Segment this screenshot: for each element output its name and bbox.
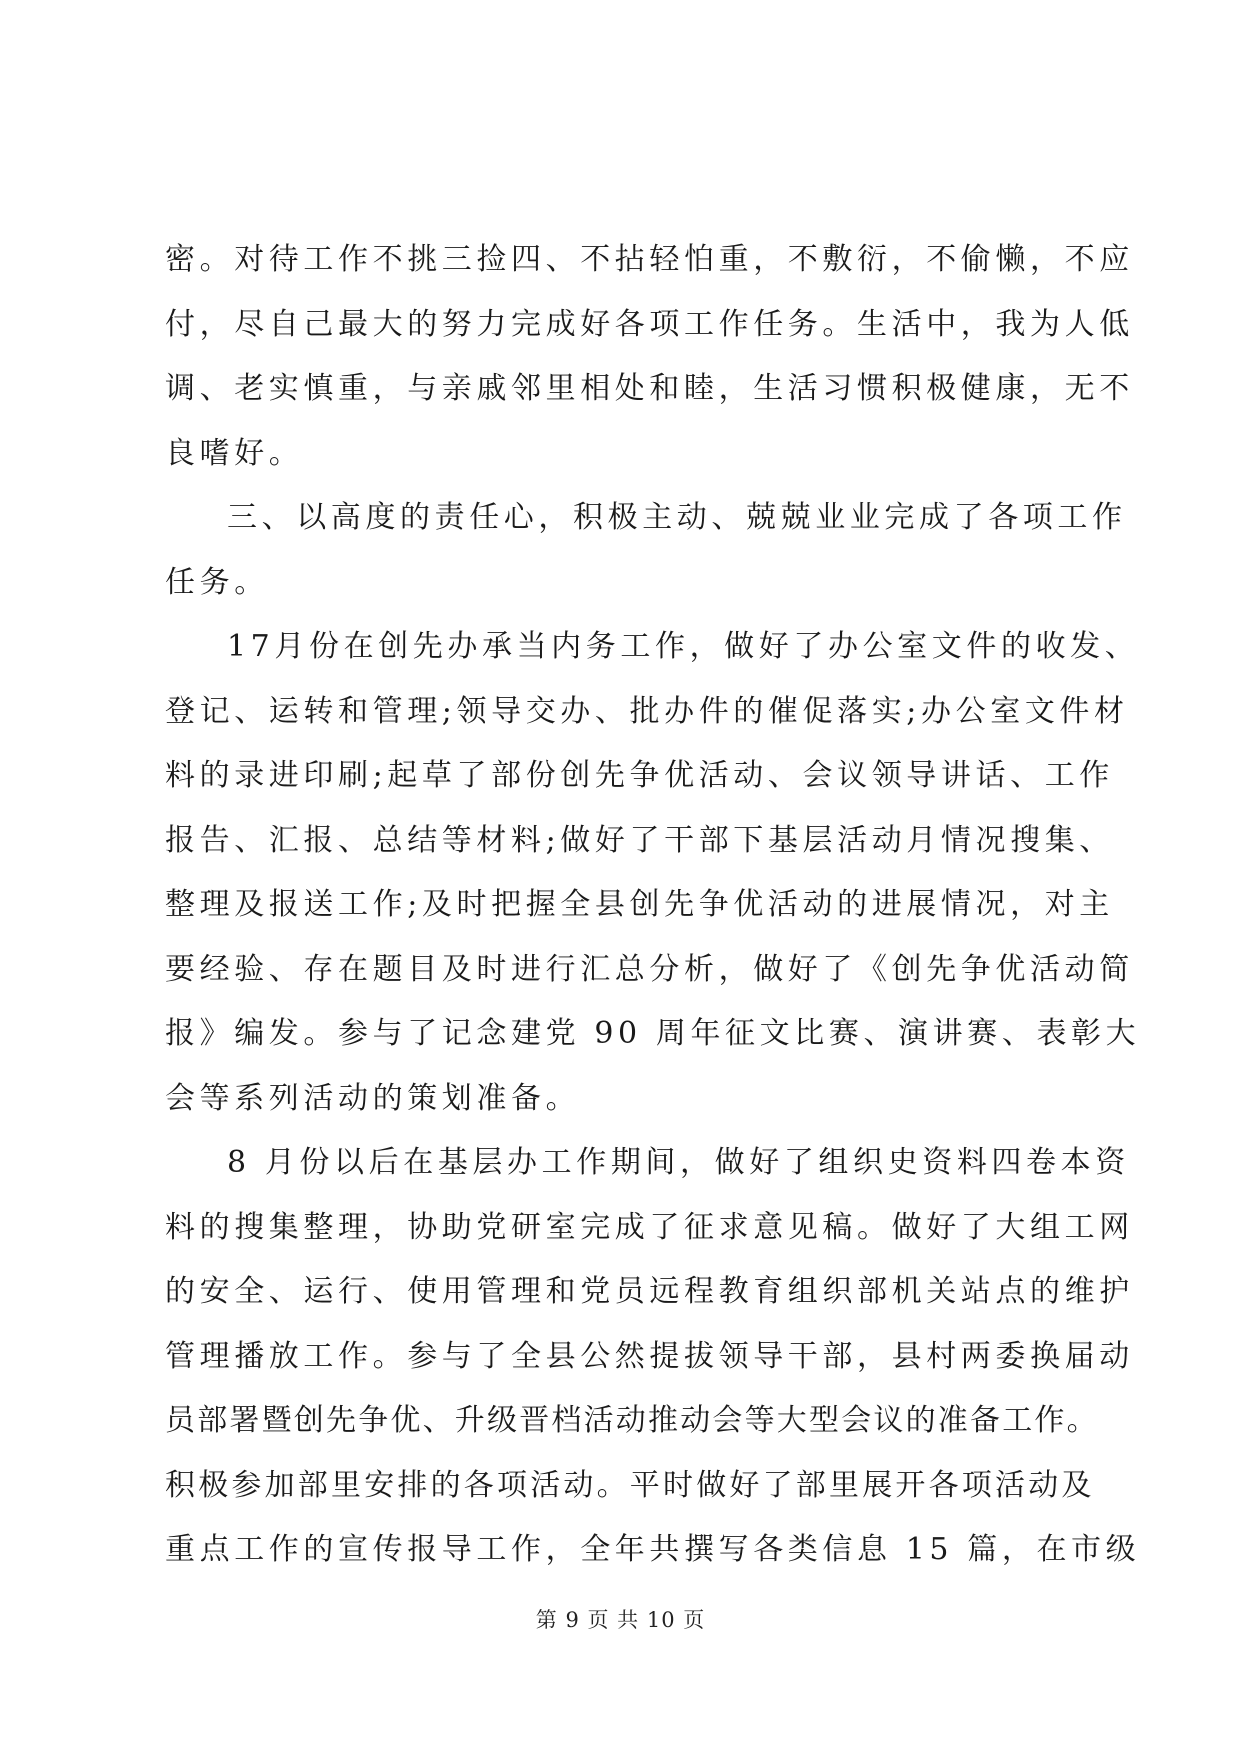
text-line: 料的搜集整理，协助党研室完成了征求意见稿。做好了大组工网 [165,1209,1134,1245]
text-line: 的安全、运行、使用管理和党员远程教育组织部机关站点的维护 [165,1274,1134,1309]
text-line: 要经验、存在题目及时进行汇总分析，做好了《创先争优活动简 [165,951,1134,987]
section-heading-line: 三、以高度的责任心，积极主动、兢兢业业完成了各项工作 [227,500,1127,535]
text-line: 管理播放工作。参与了全县公然提拔领导干部，县村两委换届动 [165,1338,1134,1374]
text-line: 报告、汇报、总结等材料;做好了干部下基层活动月情况搜集、 [165,822,1114,858]
text-line: 重点工作的宣传报导工作，全年共撰写各类信息 15 篇，在市级 [165,1532,1141,1567]
paragraph-start-line: 8 月份以后在基层办工作期间，做好了组织史资料四卷本资 [227,1145,1130,1180]
page-footer: 第 9 页 共 10 页 [535,1608,706,1632]
text-line: 登记、运转和管理;领导交办、批办件的催促落实;办公室文件材 [165,693,1129,729]
text-line: 任务。 [165,564,269,600]
text-line: 付，尽自己最大的努力完成好各项工作任务。生活中，我为人低 [165,306,1134,342]
text-line: 良嗜好。 [165,435,304,471]
text-line: 员部署暨创先争优、升级晋档活动推动会等大型会议的准备工作。 [165,1403,1099,1438]
text-line: 料的录进印刷;起草了部份创先争优活动、会议领导讲话、工作 [165,758,1114,793]
text-line: 调、老实慎重，与亲戚邻里相处和睦，生活习惯积极健康，无不 [165,371,1134,406]
body-text [165,228,1141,1583]
text-line: 积极参加部里安排的各项活动。平时做好了部里展开各项活动及 [165,1467,1095,1503]
text-line: 会等系列活动的策划准备。 [165,1080,581,1116]
paragraph-start-line: 17月份在创先办承当内务工作，做好了办公室文件的收发、 [227,629,1140,664]
text-line: 整理及报送工作;及时把握全县创先争优活动的进展情况，对主 [165,887,1114,922]
text-line: 密。对待工作不挑三捡四、不拈轻怕重，不敷衍，不偷懒，不应 [165,242,1134,277]
text-line: 报》编发。参与了记念建党 90 周年征文比赛、演讲赛、表彰大 [165,1016,1141,1051]
